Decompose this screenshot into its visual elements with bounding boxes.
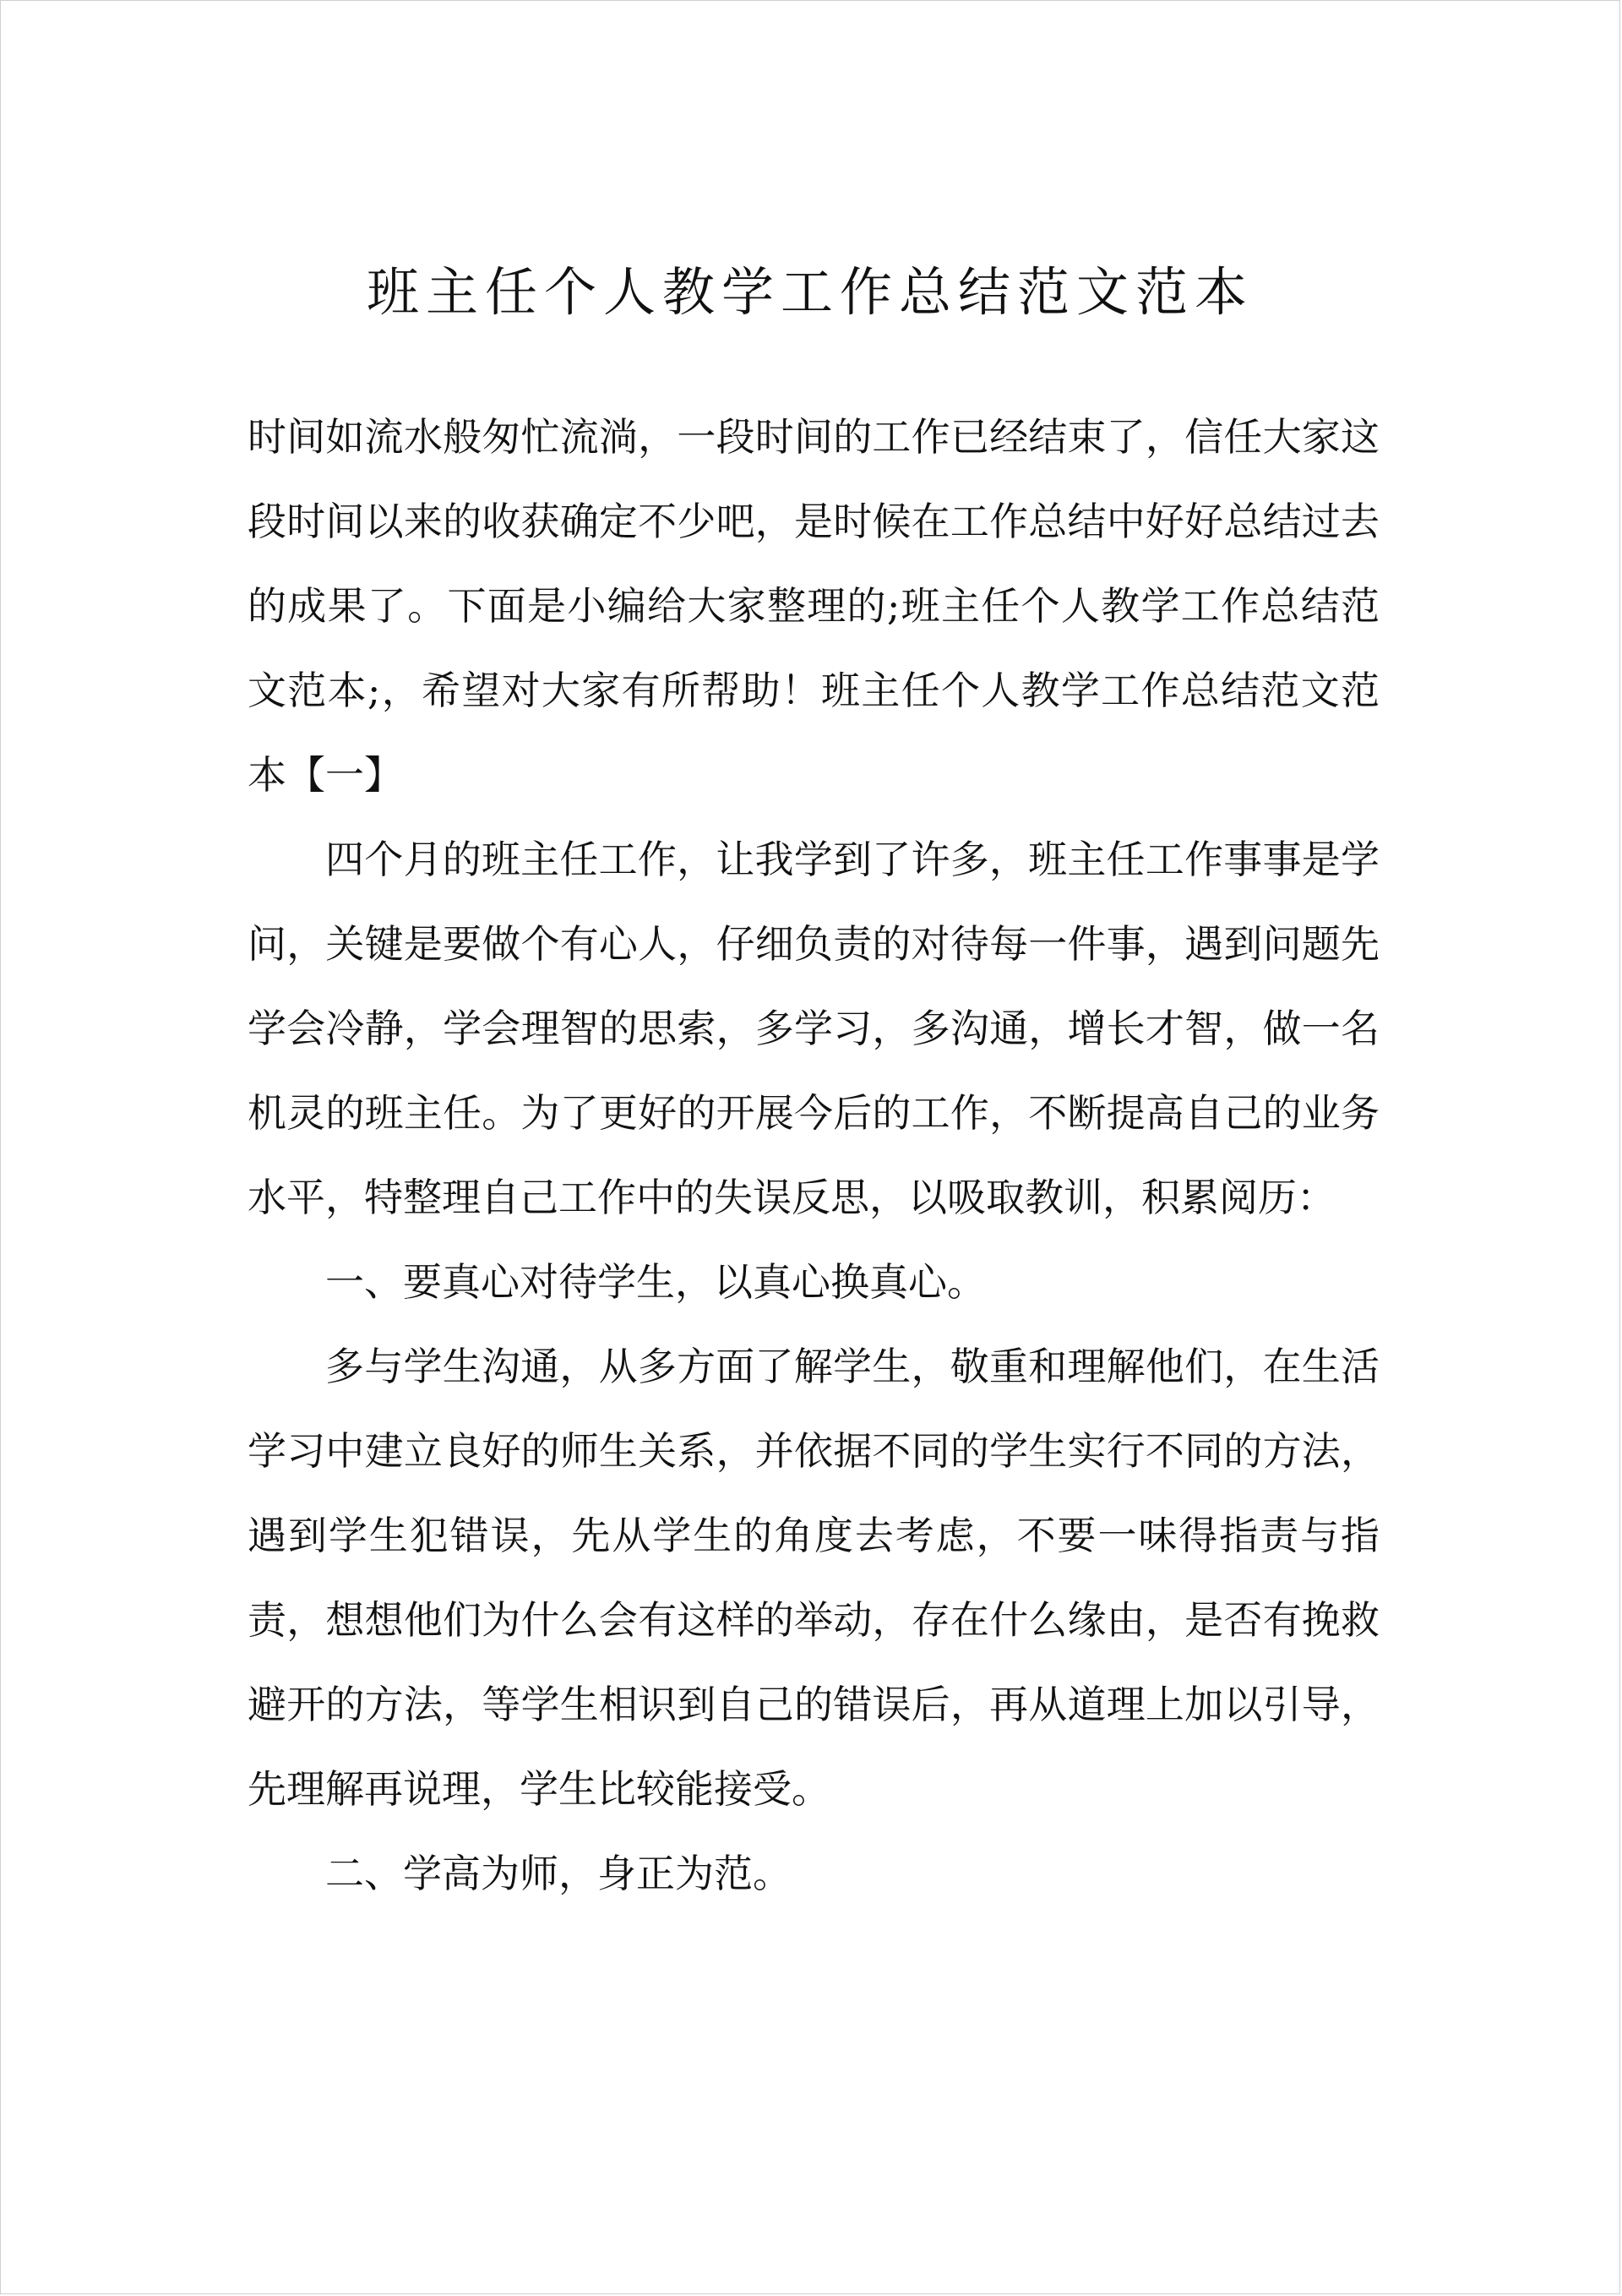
document-body (248, 395, 1380, 1916)
body-paragraph-reflection: 四个月的班主任工作，让我学到了许多，班主任工作事事是学问，关键是要做个有心人，仔细负责的对待每一件事，遇到问题先学会冷静，学会理智的思索，多学习，多沟通，增长才智，做一名机灵的班主任。为了更好的开展今后的工作，不断提高自己的业务水平，特整理自己工作中的失误反思，以吸取教训，积累阅历： (248, 837, 1380, 1220)
intro-paragraph: 时间如流水般匆忙流淌，一段时间的工作已经结束了，信任大家这段时间以来的收获确定不少吧，是时候在工作总结中好好总结过去的成果了。下面是小编给大家整理的;班主任个人教学工作总结范文范本;，希望对大家有所帮助！班主任个人教学工作总结范文范本【一】 (248, 414, 1380, 798)
section-heading-two: 二、学高为师，身正为范。 (325, 1851, 792, 1896)
body-paragraph-communication: 多与学生沟通，从多方面了解学生，敬重和理解他们，在生活学习中建立良好的师生关系，并依据不同的学生实行不同的方法，遇到学生犯错误，先从学生的角度去考虑，不要一味得指责与指责，想想他们为什么会有这样的举动，存在什么缘由，是否有挽救避开的方法，等学生相识到自己的错误后，再从道理上加以引导，先理解再说理，学生比较能接受。 (248, 1344, 1380, 1812)
section-heading-one: 一、要真心对待学生，以真心换真心。 (325, 1259, 986, 1305)
document-title: 班主任个人教学工作总结范文范本 (366, 261, 1254, 323)
